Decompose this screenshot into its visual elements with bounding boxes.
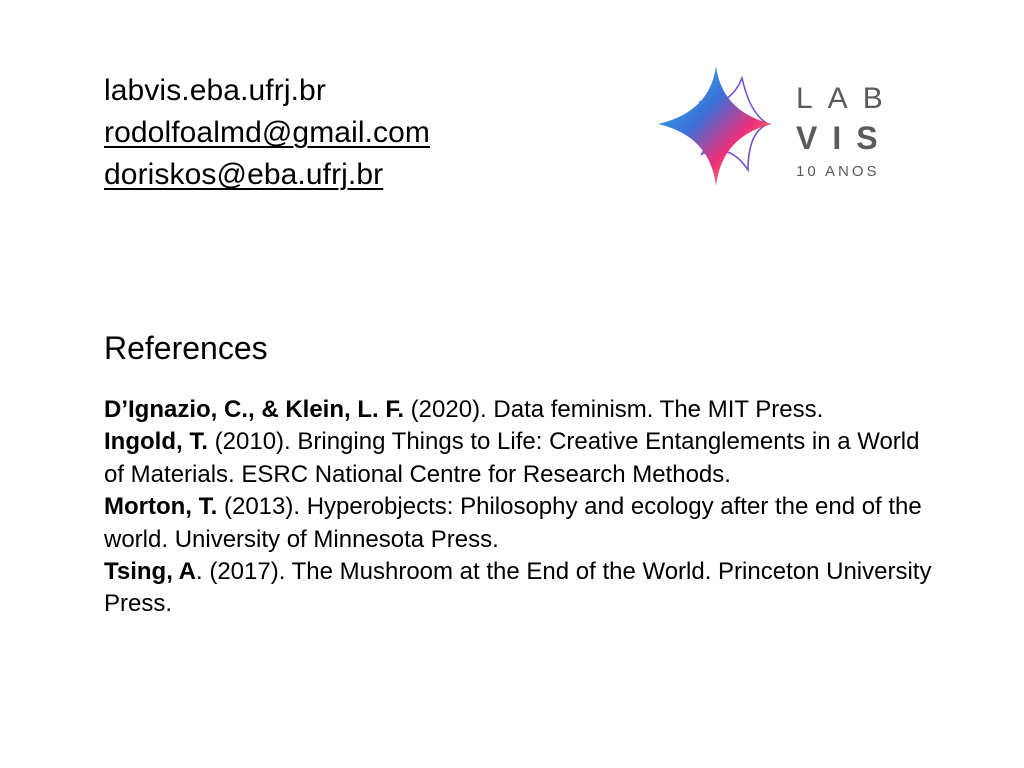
- references-list: [104, 394, 934, 621]
- reference-item: [104, 426, 934, 491]
- reference-authors: Tsing, A: [104, 558, 196, 586]
- reference-details: (2013). Hyperobjects: Philosophy and ecology after the end of the world. University of Minnesota Press.: [104, 493, 922, 553]
- reference-details: (2020). Data feminism. The MIT Press.: [404, 396, 824, 423]
- labvis-logo: [650, 62, 900, 192]
- reference-details: . (2017). The Mushroom at the End of the World. Princeton University Press.: [104, 558, 932, 618]
- reference-details: (2010). Bringing Things to Life: Creative Entanglements in a World of Materials. ESRC National Centre for Research Methods.: [104, 428, 920, 488]
- reference-item: [104, 394, 934, 426]
- reference-item: [104, 491, 934, 556]
- email-link-rodolfo[interactable]: rodolfoalmd@gmail.com: [104, 116, 431, 149]
- reference-authors: Ingold, T.: [104, 428, 208, 456]
- labvis-logo-graphic: [650, 62, 900, 192]
- website-link[interactable]: labvis.eba.ufrj.br: [104, 74, 326, 107]
- logo-text-lab: LAB: [796, 82, 898, 115]
- email-link-doris[interactable]: doriskos@eba.ufrj.br: [104, 158, 384, 191]
- logo-text-vis: VIS: [796, 120, 893, 156]
- references-heading: References: [104, 330, 268, 366]
- logo-text-anniversary: 10 ANOS: [796, 163, 880, 180]
- gradient-star-icon: [658, 66, 772, 186]
- reference-authors: Morton, T.: [104, 493, 218, 521]
- reference-item: [104, 556, 934, 621]
- contact-block: [104, 70, 430, 196]
- reference-authors: D’Ignazio, C., & Klein, L. F.: [104, 396, 405, 423]
